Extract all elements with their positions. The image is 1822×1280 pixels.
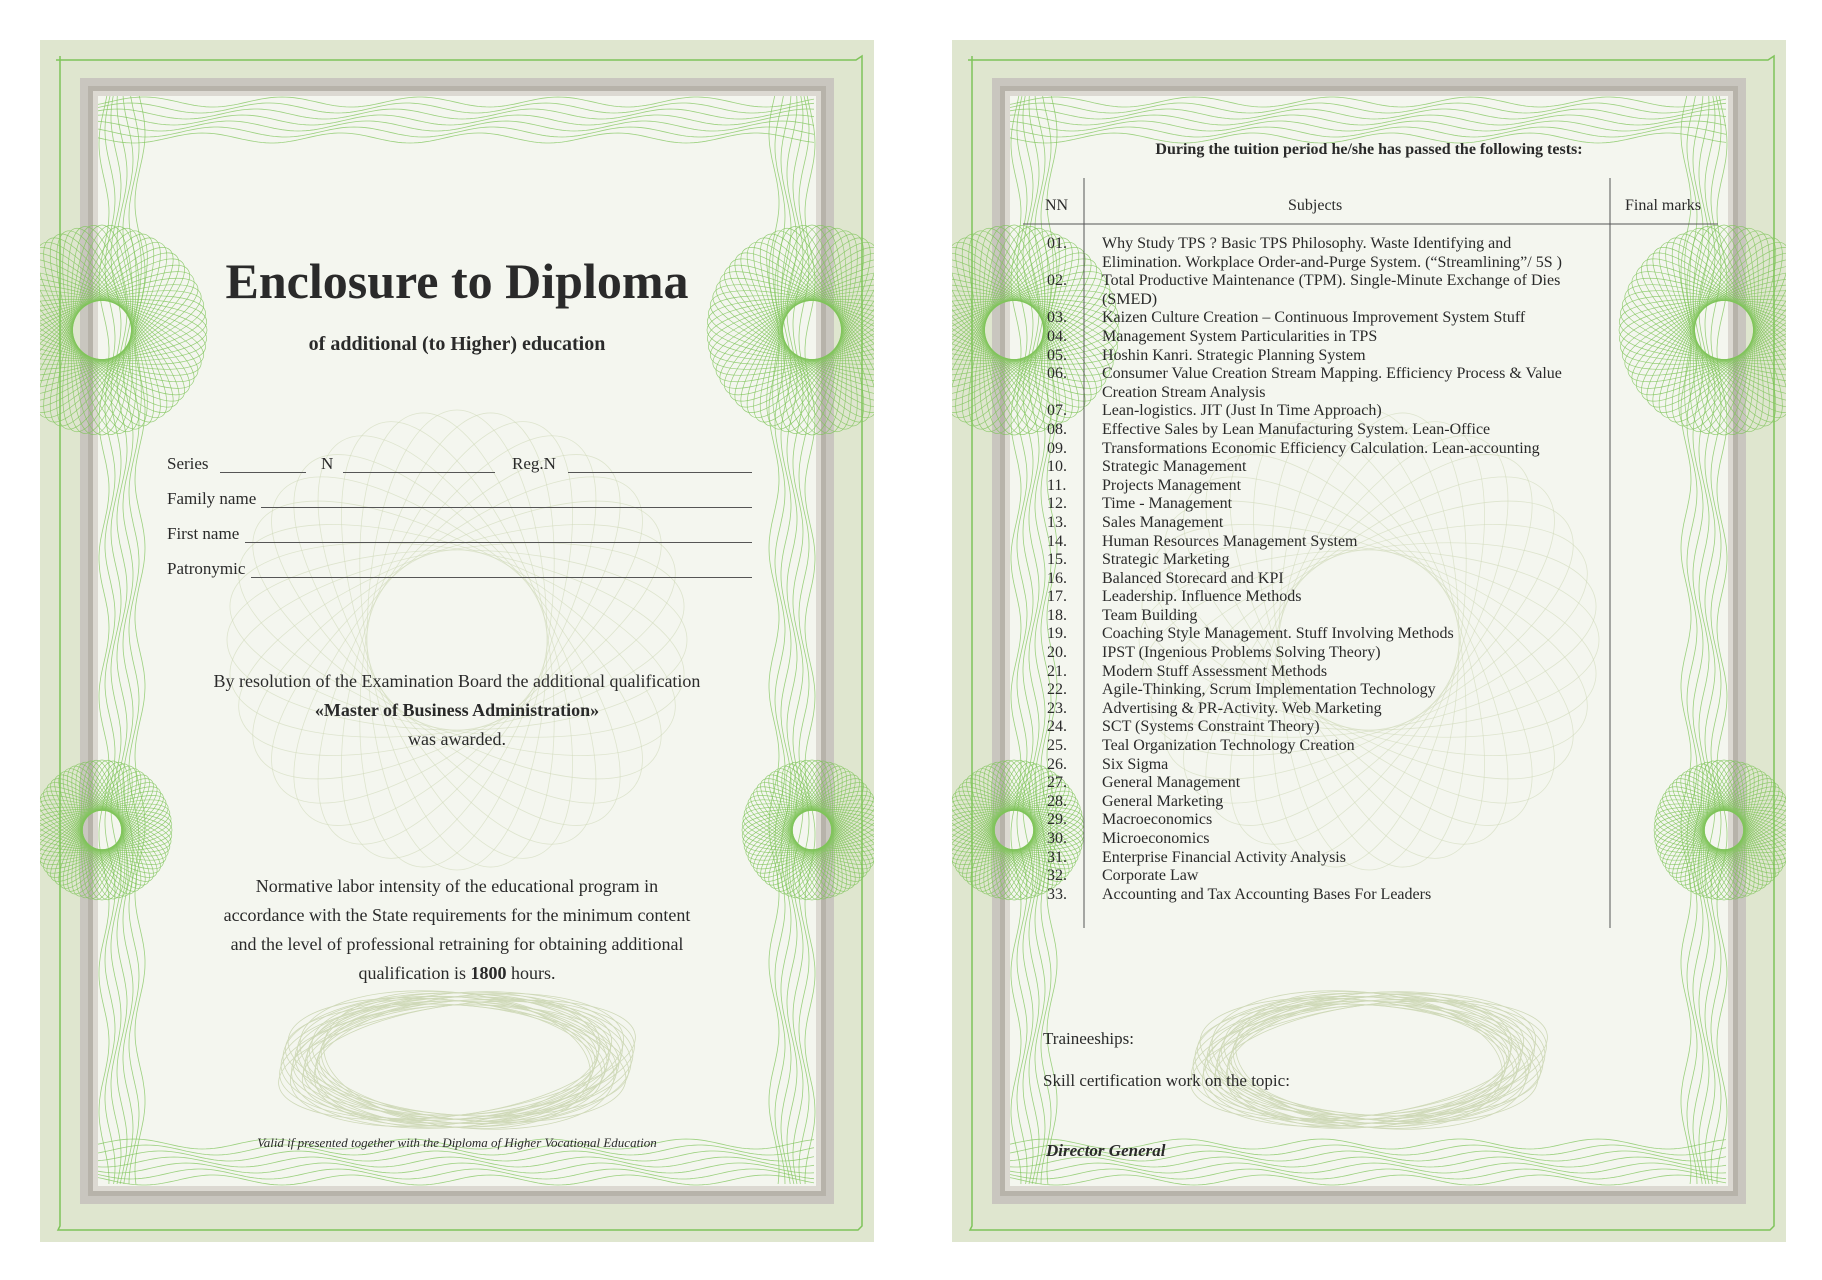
subject-row bbox=[952, 663, 1786, 682]
subject-row bbox=[952, 570, 1786, 589]
subject-title: Kaizen Culture Creation – Continuous Improvement System Stuff bbox=[1102, 309, 1526, 327]
skill-work-label: Skill certification work on the topic: bbox=[1043, 1071, 1290, 1090]
subject-row bbox=[952, 644, 1786, 663]
subject-row bbox=[952, 737, 1786, 756]
subject-title: Why Study TPS ? Basic TPS Philosophy. Waste Identifying and Elimination. Workplace Order-and-Purge System. (“Streamlining”/ 5S ) bbox=[1102, 235, 1562, 271]
subject-number: 15. bbox=[1047, 551, 1067, 569]
subject-row bbox=[952, 830, 1786, 849]
subject-row bbox=[952, 440, 1786, 459]
subject-title: Strategic Marketing bbox=[1102, 551, 1230, 569]
subject-number: 16. bbox=[1047, 569, 1067, 587]
normative-line-4 bbox=[40, 959, 874, 988]
first-name-label: First name bbox=[167, 524, 240, 543]
subject-title: Management System Particularities in TPS bbox=[1102, 327, 1378, 345]
subject-number: 04. bbox=[1047, 327, 1067, 345]
subject-title: Modern Stuff Assessment Methods bbox=[1102, 662, 1328, 680]
subject-title: Enterprise Financial Activity Analysis bbox=[1102, 848, 1346, 866]
subject-title: IPST (Ingenious Problems Solving Theory) bbox=[1102, 644, 1381, 662]
subject-number: 10. bbox=[1047, 458, 1067, 476]
subject-number: 07. bbox=[1047, 402, 1067, 420]
subject-title: Coaching Style Management. Stuff Involving Methods bbox=[1102, 625, 1454, 643]
subject-number: 11. bbox=[1047, 476, 1067, 494]
reg-number-line[interactable] bbox=[568, 472, 752, 473]
subject-row bbox=[952, 421, 1786, 440]
subject-title: Balanced Storecard and KPI bbox=[1102, 569, 1284, 587]
subject-title: Strategic Management bbox=[1102, 458, 1247, 476]
subject-row bbox=[952, 328, 1786, 347]
subject-number: 06. bbox=[1047, 365, 1067, 383]
subject-title: Team Building bbox=[1102, 606, 1198, 624]
resolution-line-3: was awarded. bbox=[408, 729, 506, 749]
subject-row bbox=[952, 681, 1786, 700]
series-label: Series bbox=[167, 454, 209, 473]
subject-title: Total Productive Maintenance (TPM). Single-Minute Exchange of Dies (SMED) bbox=[1102, 272, 1561, 308]
subject-title: Leadership. Influence Methods bbox=[1102, 588, 1302, 606]
subject-title: Six Sigma bbox=[1102, 755, 1169, 773]
subject-number: 28. bbox=[1047, 792, 1067, 810]
series-line[interactable] bbox=[220, 472, 306, 473]
subject-number: 27. bbox=[1047, 774, 1067, 792]
subject-row bbox=[952, 700, 1786, 719]
subject-number: 19. bbox=[1047, 625, 1067, 643]
number-line[interactable] bbox=[343, 472, 495, 473]
tests-heading: During the tuition period he/she has passed the following tests: bbox=[1155, 141, 1583, 158]
traineeships-label: Traineeships: bbox=[1043, 1029, 1134, 1048]
resolution-block bbox=[40, 667, 874, 754]
subject-title: Advertising & PR-Activity. Web Marketing bbox=[1102, 699, 1382, 717]
subject-number: 31. bbox=[1047, 848, 1067, 866]
normative-prefix: qualification is bbox=[358, 963, 471, 983]
subject-row bbox=[952, 625, 1786, 644]
number-label: N bbox=[321, 454, 334, 473]
subject-row bbox=[952, 477, 1786, 496]
subject-number: 09. bbox=[1047, 439, 1067, 457]
column-header-nn: NN bbox=[1045, 197, 1069, 214]
subject-row bbox=[952, 756, 1786, 775]
patronymic-line[interactable] bbox=[251, 577, 752, 578]
validity-footnote: Valid if presented together with the Diploma of Higher Vocational Education bbox=[257, 1135, 657, 1150]
subject-number: 24. bbox=[1047, 718, 1067, 736]
subject-title: Effective Sales by Lean Manufacturing System. Lean-Office bbox=[1102, 420, 1491, 438]
subject-title: General Management bbox=[1102, 774, 1241, 792]
subject-row bbox=[952, 458, 1786, 477]
column-header-final-marks: Final marks bbox=[1625, 197, 1701, 214]
subject-row bbox=[952, 533, 1786, 552]
subject-number: 33. bbox=[1047, 885, 1067, 903]
subject-title: Hoshin Kanri. Strategic Planning System bbox=[1102, 346, 1366, 364]
subject-row bbox=[952, 365, 1786, 402]
subject-number: 13. bbox=[1047, 513, 1067, 531]
subject-row bbox=[952, 793, 1786, 812]
subject-title: Macroeconomics bbox=[1102, 811, 1213, 829]
subject-row bbox=[952, 867, 1786, 886]
subject-title: Corporate Law bbox=[1102, 867, 1199, 885]
right-page bbox=[952, 40, 1786, 1242]
subject-title: Time - Management bbox=[1102, 495, 1233, 513]
subject-row bbox=[952, 347, 1786, 366]
subject-title: Projects Management bbox=[1102, 476, 1242, 494]
subject-number: 12. bbox=[1047, 495, 1067, 513]
subject-title: Teal Organization Technology Creation bbox=[1102, 737, 1355, 755]
subject-title: Accounting and Tax Accounting Bases For Leaders bbox=[1102, 885, 1432, 903]
subject-row bbox=[952, 607, 1786, 626]
subject-number: 22. bbox=[1047, 681, 1067, 699]
subject-number: 21. bbox=[1047, 662, 1067, 680]
subject-number: 23. bbox=[1047, 699, 1067, 717]
subject-row bbox=[952, 886, 1786, 905]
subject-title: Agile-Thinking, Scrum Implementation Technology bbox=[1102, 681, 1436, 699]
document-title: Enclosure to Diploma bbox=[225, 253, 689, 309]
normative-suffix: hours. bbox=[506, 963, 556, 983]
subject-title: Lean-logistics. JIT (Just In Time Approach) bbox=[1102, 402, 1382, 420]
first-name-line[interactable] bbox=[245, 542, 752, 543]
subject-number: 20. bbox=[1047, 644, 1067, 662]
subject-row bbox=[952, 811, 1786, 830]
subject-title: SCT (Systems Constraint Theory) bbox=[1102, 718, 1320, 736]
subject-title: Microeconomics bbox=[1102, 830, 1210, 847]
subject-row bbox=[952, 551, 1786, 570]
subject-number: 03. bbox=[1047, 309, 1067, 327]
qualification-name: «Master of Business Administration» bbox=[314, 700, 600, 720]
subject-row bbox=[952, 849, 1786, 868]
subject-number: 01. bbox=[1047, 235, 1067, 252]
subject-row bbox=[952, 588, 1786, 607]
subject-row bbox=[952, 495, 1786, 514]
subject-number: 17. bbox=[1047, 588, 1067, 606]
column-header-subjects: Subjects bbox=[1288, 197, 1343, 214]
subject-title: General Marketing bbox=[1102, 792, 1224, 810]
reg-number-label: Reg.N bbox=[512, 454, 556, 473]
normative-block bbox=[40, 872, 874, 988]
subject-number: 25. bbox=[1047, 737, 1067, 755]
subject-row bbox=[952, 514, 1786, 533]
subject-number: 32. bbox=[1047, 867, 1067, 885]
subject-number: 30. bbox=[1047, 830, 1067, 847]
family-name-label: Family name bbox=[167, 489, 257, 508]
subject-number: 08. bbox=[1047, 420, 1067, 438]
subject-row bbox=[952, 774, 1786, 793]
subject-number: 14. bbox=[1047, 532, 1067, 550]
subject-title: Human Resources Management System bbox=[1102, 532, 1358, 550]
subject-row bbox=[952, 718, 1786, 737]
patronymic-label: Patronymic bbox=[167, 559, 246, 578]
subject-title: Consumer Value Creation Stream Mapping. Efficiency Process & Value Creation Stream Analysis bbox=[1102, 365, 1562, 401]
guilloche-frame bbox=[40, 40, 874, 1242]
family-name-line[interactable] bbox=[261, 507, 752, 508]
normative-line-1: Normative labor intensity of the educational program in bbox=[255, 876, 659, 896]
subject-row bbox=[952, 272, 1786, 309]
normative-line-3: and the level of professional retraining for obtaining additional bbox=[230, 934, 684, 954]
subject-number: 26. bbox=[1047, 755, 1067, 773]
document-subtitle: of additional (to Higher) education bbox=[308, 333, 606, 355]
subject-number: 18. bbox=[1047, 606, 1067, 624]
director-general-label: Director General bbox=[1046, 1141, 1166, 1160]
subject-number: 05. bbox=[1047, 346, 1067, 364]
subjects-list bbox=[952, 235, 1786, 904]
normative-line-2: accordance with the State requirements for the minimum content bbox=[223, 905, 691, 925]
subject-number: 29. bbox=[1047, 811, 1067, 829]
subject-number: 02. bbox=[1047, 272, 1067, 290]
subject-row bbox=[952, 402, 1786, 421]
subject-title: Transformations Economic Efficiency Calculation. Lean-accounting bbox=[1102, 439, 1540, 457]
subject-row bbox=[952, 235, 1786, 272]
resolution-line-1: By resolution of the Examination Board the additional qualification bbox=[213, 671, 701, 691]
left-page bbox=[40, 40, 874, 1242]
subject-row bbox=[952, 309, 1786, 328]
subject-title: Sales Management bbox=[1102, 513, 1224, 531]
hours-value: 1800 bbox=[470, 963, 507, 983]
